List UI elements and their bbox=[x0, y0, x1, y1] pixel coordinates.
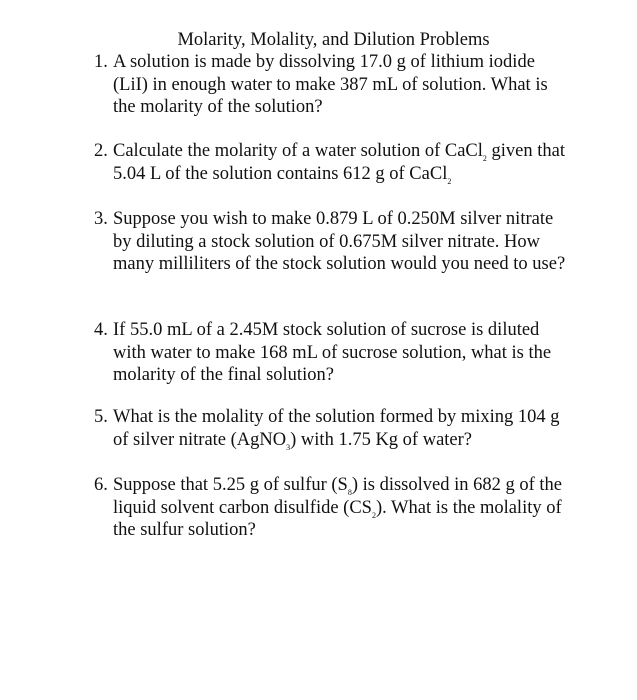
problem-number: 5. bbox=[94, 407, 108, 427]
problem-text: A solution is made by dissolving 17.0 g of lithium iodide (LiI) in enough water to make 387 mL of solution. What is the molarity of the solution? bbox=[113, 52, 548, 118]
subscript: 2 bbox=[447, 176, 452, 186]
problem-text: If 55.0 mL of a 2.45M stock solution of sucrose is diluted with water to make 168 mL of sucrose solution, what is the molarity of the final solution? bbox=[113, 320, 552, 386]
subscript: 3 bbox=[286, 442, 291, 452]
subscript: 2 bbox=[482, 154, 487, 163]
problem-number: 1. bbox=[94, 52, 108, 72]
problem-text bbox=[113, 140, 574, 185]
problem-text-part: Calculate the molarity of a water solution of CaCl bbox=[113, 141, 483, 161]
problem-text bbox=[113, 406, 574, 451]
problem-number: 6. bbox=[94, 475, 108, 495]
problem-text-part: Suppose that 5.25 g of sulfur (S bbox=[113, 475, 348, 495]
problem-number: 3. bbox=[94, 209, 108, 229]
problem-4 bbox=[94, 319, 574, 387]
problem-5 bbox=[94, 406, 574, 451]
problem-text-part: ) with 1.75 Kg of water? bbox=[290, 429, 473, 450]
problem-number: 2. bbox=[94, 141, 108, 161]
problem-text-part: ). What is the molality of the sulfur solution? bbox=[113, 497, 562, 541]
subscript: 2 bbox=[371, 510, 376, 520]
problem-2 bbox=[94, 140, 574, 185]
subscript: 8 bbox=[347, 488, 352, 497]
problem-1 bbox=[94, 51, 574, 119]
problem-text-part: ) is dissolved in 682 g of the liquid solvent carbon disulfide (CS bbox=[113, 475, 563, 518]
problem-6 bbox=[94, 474, 574, 542]
problem-text-part: given that 5.04 L of the solution contains 612 g of CaCl bbox=[113, 141, 565, 184]
problem-text bbox=[113, 474, 574, 542]
problem-text: Suppose you wish to make 0.879 L of 0.250M silver nitrate by diluting a stock solution of 0.675M silver nitrate. How many milliliters of the stock solution would you need to use? bbox=[113, 209, 566, 275]
problem-3 bbox=[94, 208, 574, 276]
problem-text-part: What is the molality of the solution formed by mixing 104 g of silver nitrate (AgNO bbox=[113, 407, 560, 450]
page-title: Molarity, Molality, and Dilution Problems bbox=[177, 30, 490, 50]
problem-number: 4. bbox=[94, 320, 108, 340]
